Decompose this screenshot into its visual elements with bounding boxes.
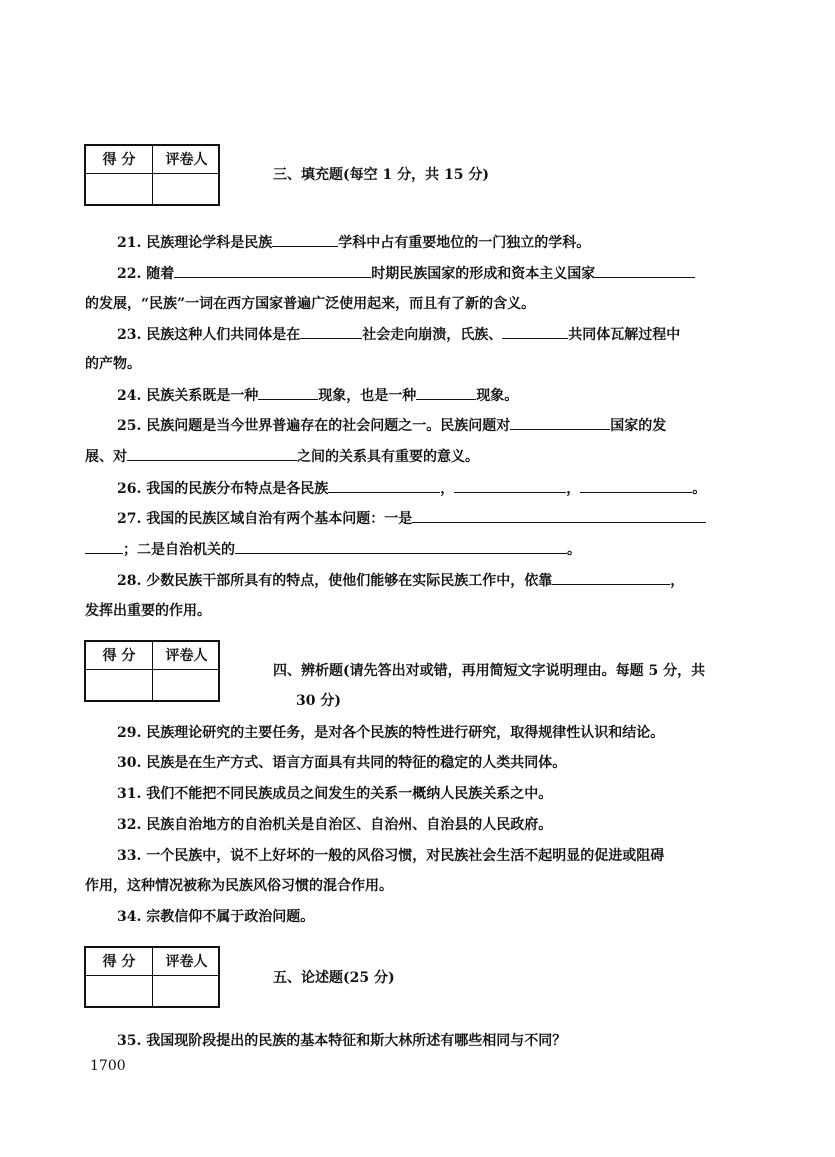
score-box-section-3 (84, 144, 220, 206)
q25-text-d: 之间的关系具有重要的意义。 (297, 449, 479, 465)
q28-text-b: ， (670, 573, 685, 589)
q24-blank-2[interactable] (416, 384, 476, 400)
q22-text-b: 时期民族国家的形成和资本主义国家 (371, 266, 596, 282)
question-26 (117, 477, 706, 498)
q22-blank-1[interactable] (174, 262, 371, 278)
grader-field[interactable] (153, 670, 220, 702)
question-31: 31. 我们不能把不同民族成员之间发生的关系一概纳人民族关系之中。 (117, 786, 553, 802)
grader-label: 评卷人 (153, 146, 220, 174)
question-25 (117, 414, 666, 435)
question-28 (117, 569, 684, 590)
q27-blank-1[interactable] (412, 507, 706, 523)
score-box-section-4 (84, 640, 220, 702)
grader-label: 评卷人 (153, 948, 220, 976)
question-32: 32. 民族自治地方的自治机关是自治区、自治州、自治县的人民政府。 (117, 817, 553, 833)
grader-field[interactable] (153, 174, 220, 206)
question-34: 34. 宗教信仰不属于政治问题。 (117, 909, 315, 925)
q25-text-b: 国家的发 (610, 418, 667, 434)
q23-blank-1[interactable] (300, 323, 362, 339)
q24-text-a: 24. 民族关系既是一种 (117, 388, 259, 404)
q21-text-b: 学科中占有重要地位的一门独立的学科。 (338, 235, 591, 251)
q27-text-b: ；二是自治机关的 (123, 542, 235, 558)
score-label: 得 分 (86, 642, 153, 670)
grader-field[interactable] (153, 976, 220, 1008)
question-29: 29. 民族理论研究的主要任务，是对各个民族的特性进行研究，取得规律性认识和结论。 (117, 725, 665, 741)
question-21 (117, 231, 590, 252)
score-field[interactable] (86, 976, 153, 1008)
score-field[interactable] (86, 670, 153, 702)
question-28-cont: 发挥出重要的作用。 (85, 603, 211, 619)
q23-blank-2[interactable] (502, 323, 568, 339)
q28-text-a: 28. 少数民族干部所具有的特点，使他们能够在实际民族工作中，依靠 (117, 573, 553, 589)
section-4-title-cont: 30 分) (296, 693, 341, 709)
q24-blank-1[interactable] (258, 384, 318, 400)
q25-text-c: 展、对 (85, 449, 127, 465)
q26-sep-2: ， (566, 481, 581, 497)
question-27-cont (85, 538, 581, 559)
q23-text-a: 23. 民族这种人们共同体是在 (117, 327, 301, 343)
q22-text-a: 22. 随着 (117, 266, 175, 282)
q28-blank-1[interactable] (552, 569, 670, 585)
question-22 (117, 262, 695, 283)
q26-text-a: 26. 我国的民族分布特点是各民族 (117, 481, 329, 497)
question-27 (117, 507, 706, 528)
q22-blank-2[interactable] (595, 262, 695, 278)
score-label: 得 分 (86, 948, 153, 976)
question-24 (117, 384, 518, 405)
score-field[interactable] (86, 174, 153, 206)
q27-end: 。 (567, 542, 581, 558)
q24-text-c: 现象。 (476, 388, 519, 404)
q26-end: 。 (692, 481, 707, 497)
q27-blank-1-cont[interactable] (85, 538, 123, 554)
question-33-cont: 作用，这种情况被称为民族风俗习惯的混合作用。 (85, 878, 393, 894)
question-23-cont: 的产物。 (85, 356, 141, 372)
q21-blank-1[interactable] (272, 231, 338, 247)
section-4-title: 四、辨析题(请先答出对或错，再用简短文字说明理由。每题 5 分，共 (273, 663, 706, 679)
q25-blank-1[interactable] (510, 414, 610, 430)
q24-text-b: 现象，也是一种 (318, 388, 417, 404)
question-30: 30. 民族是在生产方式、语言方面具有共同的特征的稳定的人类共同体。 (117, 755, 567, 771)
q27-text-a: 27. 我国的民族区域自治有两个基本问题：一是 (117, 511, 413, 527)
score-box-section-5 (84, 946, 220, 1008)
q23-text-b: 社会走向崩溃，氏族、 (362, 327, 503, 343)
q25-blank-2[interactable] (127, 445, 297, 461)
grader-label: 评卷人 (153, 642, 220, 670)
q26-blank-2[interactable] (454, 477, 566, 493)
q26-blank-1[interactable] (328, 477, 440, 493)
score-label: 得 分 (86, 146, 153, 174)
q23-text-c: 共同体瓦解过程中 (568, 327, 681, 343)
question-23 (117, 323, 680, 344)
question-33: 33. 一个民族中，说不上好坏的一般的风俗习惯，对民族社会生活不起明显的促进或阻碍 (117, 848, 665, 864)
page-number: 1700 (90, 1058, 126, 1074)
section-5-title: 五、论述题(25 分) (273, 970, 395, 986)
q27-blank-2[interactable] (235, 538, 567, 554)
q26-blank-3[interactable] (580, 477, 692, 493)
q25-text-a: 25. 民族问题是当今世界普遍存在的社会问题之一。民族问题对 (117, 418, 511, 434)
section-3-title: 三、填充题(每空 1 分，共 15 分) (273, 167, 489, 183)
question-22-cont: 的发展，“民族”一词在西方国家普遍广泛使用起来，而且有了新的含义。 (85, 296, 536, 312)
q21-text-a: 21. 民族理论学科是民族 (117, 235, 273, 251)
q26-sep-1: ， (440, 481, 455, 497)
question-25-cont (85, 445, 479, 466)
question-35: 35. 我国现阶段提出的民族的基本特征和斯大林所述有哪些相同与不同？ (117, 1033, 567, 1049)
